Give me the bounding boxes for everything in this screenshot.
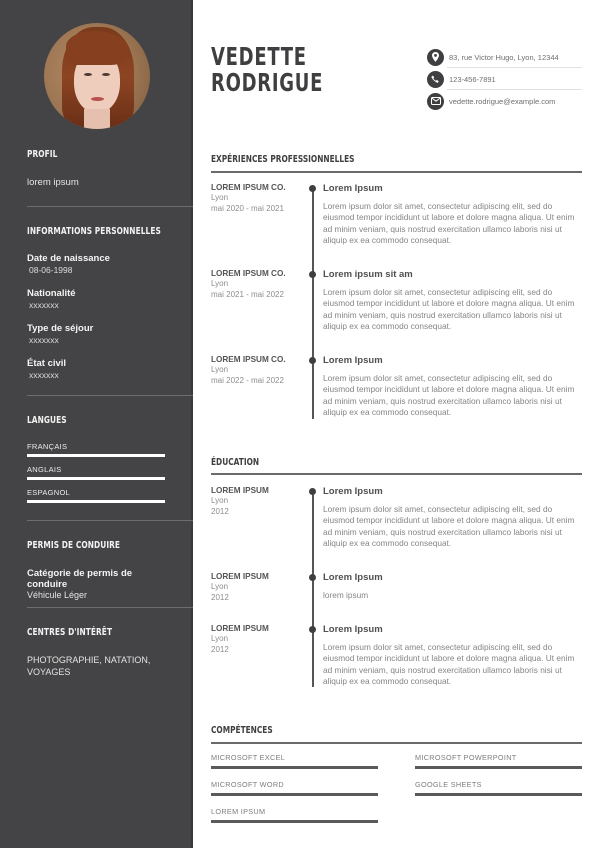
envelope-icon	[427, 93, 444, 110]
skill-item: MICROSOFT EXCEL	[211, 753, 378, 769]
divider	[27, 206, 193, 207]
profile-photo	[44, 23, 150, 129]
skill-item: GOOGLE SHEETS	[415, 780, 582, 796]
license-label: Catégorie de permis de conduire	[27, 568, 133, 590]
license-title: PERMIS DE CONDUIRE	[27, 540, 121, 551]
timeline-dot	[309, 271, 316, 278]
timeline-dot	[309, 626, 316, 633]
skills-rule	[211, 742, 582, 744]
timeline-dot	[309, 574, 316, 581]
license-section	[27, 540, 167, 600]
personal-info-title: INFORMATIONS PERSONNELLES	[27, 226, 161, 237]
languages-section	[27, 415, 167, 511]
education-timeline	[312, 490, 314, 687]
language-item: FRANÇAIS	[27, 442, 167, 457]
interests-title: CENTRES D'INTÉRÊT	[27, 627, 113, 638]
profile-title: PROFIL	[27, 149, 58, 160]
experience-title: EXPÉRIENCES PROFESSIONNELLES	[211, 154, 355, 165]
skill-item: LOREM IPSUM	[211, 807, 378, 823]
profile-section	[27, 149, 167, 188]
interests-line-2: VOYAGES	[27, 667, 71, 677]
contact-email: vedette.rodrigue@example.com	[427, 90, 582, 112]
divider	[27, 607, 193, 608]
info-item-marital-status: État civil xxxxxxx	[27, 358, 67, 380]
info-item-birthdate: Date de naissance 08-06-1998	[27, 253, 110, 275]
skill-level-bar	[211, 766, 378, 769]
language-level-bar	[27, 477, 165, 480]
location-pin-icon	[427, 49, 444, 66]
divider	[27, 520, 193, 521]
skill-level-bar	[211, 820, 378, 823]
candidate-name	[211, 44, 323, 96]
skill-level-bar	[415, 793, 582, 796]
interests-section	[27, 627, 167, 678]
experience-rule	[211, 171, 582, 173]
last-name: RODRIGUE	[211, 68, 324, 97]
contact-address: 83, rue Victor Hugo, Lyon, 12344	[427, 46, 582, 68]
skills-title: COMPÉTENCES	[211, 725, 273, 736]
skill-level-bar	[211, 793, 378, 796]
first-name: VEDETTE	[211, 42, 307, 71]
language-item: ANGLAIS	[27, 465, 167, 480]
education-rule	[211, 473, 582, 475]
education-title: ÉDUCATION	[211, 457, 260, 468]
phone-icon	[427, 71, 444, 88]
timeline-dot	[309, 488, 316, 495]
info-item-residence-type: Type de séjour xxxxxxx	[27, 323, 94, 345]
language-level-bar	[27, 500, 165, 503]
language-level-bar	[27, 454, 165, 457]
sidebar	[0, 0, 193, 848]
skill-item: MICROSOFT POWERPOINT	[415, 753, 582, 769]
contact-phone: 123-456-7891	[427, 68, 582, 90]
language-item: ESPAGNOL	[27, 488, 167, 503]
experience-timeline	[312, 187, 314, 419]
personal-info-section	[27, 226, 167, 393]
languages-title: LANGUES	[27, 415, 67, 426]
interests-line-1: PHOTOGRAPHIE, NATATION,	[27, 655, 151, 665]
skill-level-bar	[415, 766, 582, 769]
profile-text: lorem ipsum	[27, 177, 79, 188]
license-value: Véhicule Léger	[27, 590, 88, 600]
contact-block	[427, 46, 582, 112]
divider	[27, 395, 193, 396]
timeline-dot	[309, 185, 316, 192]
timeline-dot	[309, 357, 316, 364]
skill-item: MICROSOFT WORD	[211, 780, 378, 796]
info-item-nationality: Nationalité xxxxxxx	[27, 288, 76, 310]
